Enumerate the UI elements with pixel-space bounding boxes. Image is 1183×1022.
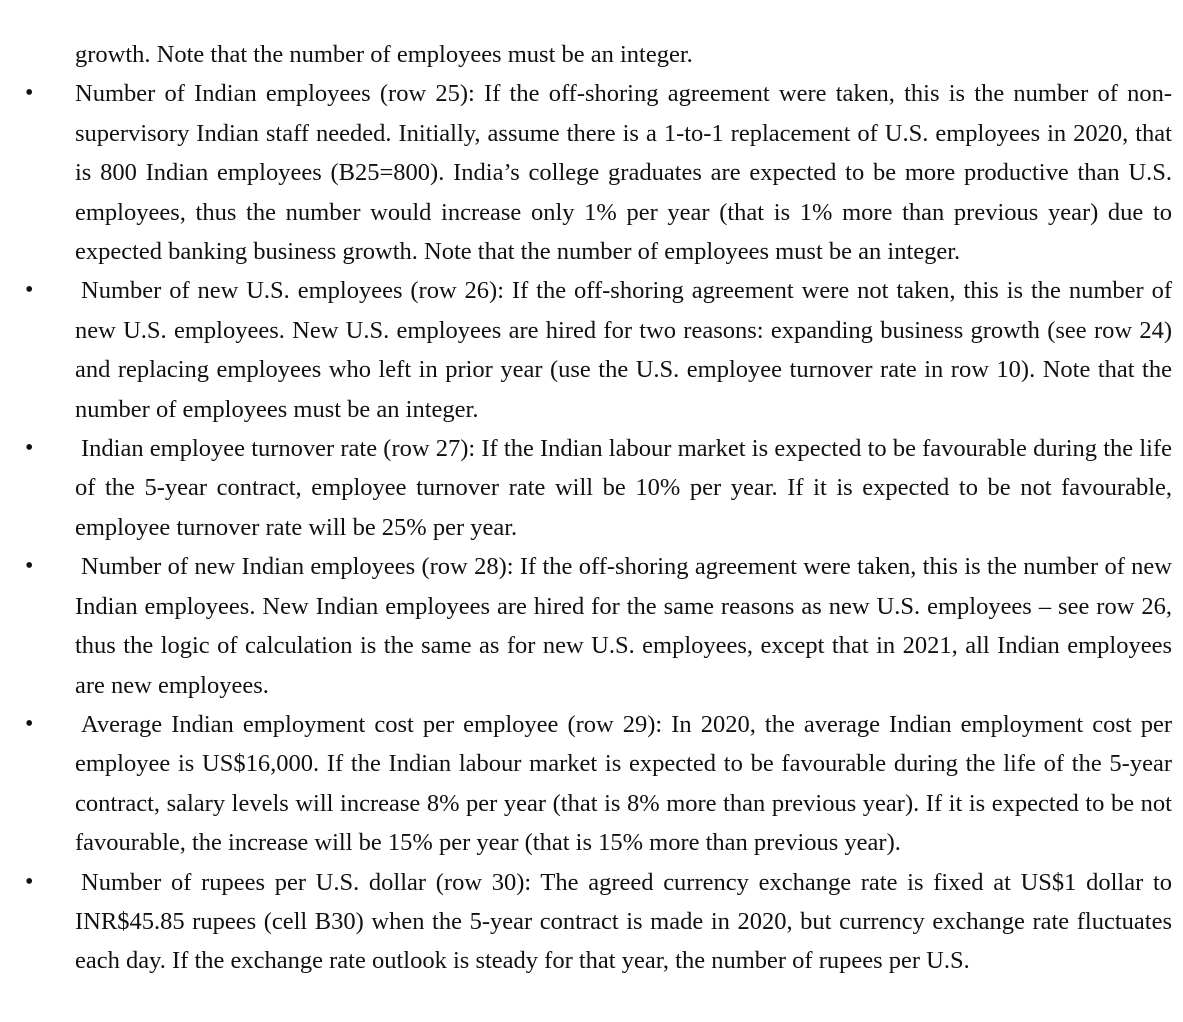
bullet-icon: • xyxy=(25,277,34,304)
continuation-text: growth. Note that the number of employees must be an integer. xyxy=(75,41,693,68)
list-item-rupees-per-dollar xyxy=(25,863,1172,981)
continuation-paragraph xyxy=(75,35,1172,74)
list-item-text: Number of new Indian employees (row 28): If the off-shoring agreement were taken, this is the number of new Indian employees. New Indian employees are hired for the same reasons as new U.S. employees – see row 26, thus the logic of calculation is the same as for new U.S. employees, except that in 2021, all Indian employees are new employees. xyxy=(75,553,1172,699)
list-item-new-us-employees xyxy=(25,271,1172,429)
list-item-text: Average Indian employment cost per employee (row 29): In 2020, the average Indian employment cost per employee is US$16,000. If the Indian labour market is expected to be favourable during the life of the 5-year contract, salary levels will increase 8% per year (that is 8% more than previous year). If it is expected to be not favourable, the increase will be 15% per year (that is 15% more than previous year). xyxy=(75,710,1172,857)
bullet-icon: • xyxy=(25,553,34,580)
list-item-indian-turnover-rate xyxy=(25,429,1172,547)
list-item-text: Number of new U.S. employees (row 26): If the off-shoring agreement were not taken, this is the number of new U.S. employees. New U.S. employees are hired for two reasons: expanding business growth (see row 24) and replacing employees who left in prior year (use the U.S. employee turnover rate in row 10). Note that the number of employees must be an integer. xyxy=(75,277,1172,423)
list-item-text: Number of Indian employees (row 25): If the off-shoring agreement were taken, this is the number of non-supervisory Indian staff needed. Initially, assume there is a 1-to-1 replacement of U.S. employees in 2020, that is 800 Indian employees (B25=800). India’s college graduates are expected to be more productive than U.S. employees, thus the number would increase only 1% per year (that is 1% more than previous year) due to expected banking business growth. Note that the number of employees must be an integer. xyxy=(75,80,1172,266)
list-item-text: Number of rupees per U.S. dollar (row 30): The agreed currency exchange rate is fixed at US$1 dollar to INR$45.85 rupees (cell B30) when the 5-year contract is made in 2020, but currency exchange rate fluctuates each day. If the exchange rate outlook is steady for that year, the number of rupees per U.S. xyxy=(75,868,1172,975)
list-item-indian-employees xyxy=(25,74,1172,271)
bullet-icon: • xyxy=(25,80,34,107)
bullet-icon: • xyxy=(25,868,34,895)
document-page xyxy=(0,35,1183,981)
bullet-icon: • xyxy=(25,435,34,462)
list-item-new-indian-employees xyxy=(25,547,1172,705)
bullet-icon: • xyxy=(25,710,34,737)
list-item-text: Indian employee turnover rate (row 27): If the Indian labour market is expected to be favourable during the life of the 5-year contract, employee turnover rate will be 10% per year. If it is expected to be not favourable, employee turnover rate will be 25% per year. xyxy=(75,435,1172,541)
list-item-indian-employment-cost xyxy=(25,705,1172,863)
